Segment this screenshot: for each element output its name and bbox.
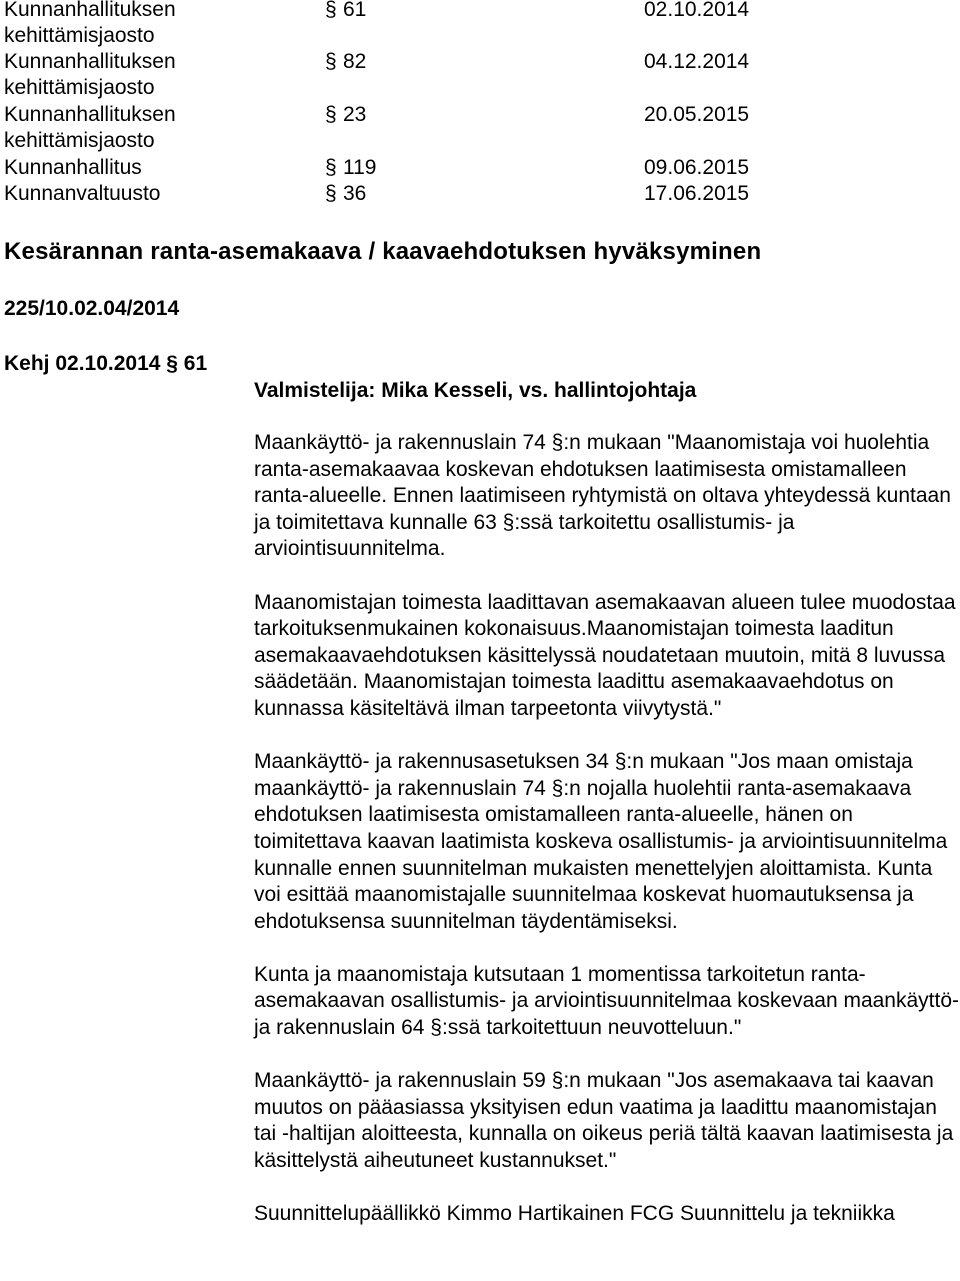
meeting-date: 02.10.2014 [644,0,750,21]
document-body [254,430,960,1228]
body-paragraph: Maanomistajan toimesta laadittavan asemakaavan alueen tulee muodostaa tarkoituksenmukainen kokonaisuus.Maanomistajan toimesta laaditun asemakaavaehdotuksen käsittelyssä noudatetaan muutoin, mitä 8 luvussa säädetään. Maanomistajan toimesta laadittu asemakaavaehdotus on kunnassa käsiteltävä ilman tarpeetonta viivytystä." [254,590,956,720]
section-number: 82 [343,50,367,73]
body-paragraph: Maankäyttö- ja rakennuslain 59 §:n mukaan "Jos asemakaava tai kaavan muutos on pääasiassa yksityisen edun vaatima ja laadittu maanomistajan tai -haltijan aloitteesta, kunnalla on oikeus periä tältä kaavan laatimisesta ja käsittelystä aiheutuneet kustannukset." [254,1069,954,1173]
body-paragraph: Maankäyttö- ja rakennusasetuksen 34 §:n mukaan "Jos maan omistaja maankäyttö- ja rakennuslain 74 §:n nojalla huolehtii ranta-asemakaava ehdotuksen laatimisesta omistamalleen ranta-alueelle, hänen on toimitettava kaavan laatimista koskeva osallistumis- ja arviointisuunnitelma kunnalle ennen suunnitelman mukaisten menettelyjen aloittamista. Kunta voi esittää maanomistajalle suunnitelmaa koskevat huomautuksensa ja ehdotuksensa suunnitelman täydentämiseksi. [254,750,948,933]
section-number: 119 [343,156,377,179]
section-number: 23 [343,103,367,126]
meeting-date: 20.05.2015 [644,103,750,126]
body-subname: kehittämisjaosto [4,76,155,99]
section-symbol: § [325,156,337,179]
kehj-reference: Kehj 02.10.2014 § 61 [4,352,208,375]
meeting-row [0,49,960,75]
body-paragraph: Maankäyttö- ja rakennuslain 74 §:n mukaan "Maanomistaja voi huolehtia ranta-asemakaavaa koskevan ehdotuksen laatimisesta omistamalleen ranta-alueelle. Ennen laatimiseen ryhtymistä on oltava yhteydessä kuntaan ja toimitettava kunnalle 63 §:ssä tarkoitettu osallistumis- ja arviointisuunnitelma. [254,431,951,561]
meeting-row [0,102,960,128]
body-name: Kunnanhallituksen [4,103,176,126]
section-number: 61 [343,0,367,21]
meeting-row [0,155,960,181]
body-name: Kunnanhallituksen [4,0,176,21]
section-number: 36 [343,182,367,205]
body-name: Kunnanhallitus [4,156,142,179]
meeting-row [0,181,960,207]
body-name: Kunnanhallituksen [4,50,176,73]
body-subname: kehittämisjaosto [4,24,155,47]
section-symbol: § [325,50,337,73]
body-paragraph: Suunnittelupäällikkö Kimmo Hartikainen FCG Suunnittelu ja tekniikka [254,1202,895,1226]
meeting-date: 04.12.2014 [644,50,750,73]
section-symbol: § [325,0,337,21]
document-id: 225/10.02.04/2014 [4,297,180,320]
body-name: Kunnanvaltuusto [4,182,161,205]
agenda-title: Kesärannan ranta-asemakaava / kaavaehdotuksen hyväksyminen [4,238,762,265]
body-subname: kehittämisjaosto [4,129,155,152]
meeting-row [0,0,960,23]
meeting-date: 17.06.2015 [644,182,750,205]
meeting-date: 09.06.2015 [644,156,750,179]
section-symbol: § [325,182,337,205]
preparer-line: Valmistelija: Mika Kesseli, vs. hallintojohtaja [254,379,697,402]
section-symbol: § [325,103,337,126]
body-paragraph: Kunta ja maanomistaja kutsutaan 1 momentissa tarkoitetun ranta-asemakaavan osallistumis- ja arviointisuunnitelmaa koskevaan maankäyttö- ja rakennuslain 64 §:ssä tarkoitettuun neuvotteluun." [254,962,960,1040]
